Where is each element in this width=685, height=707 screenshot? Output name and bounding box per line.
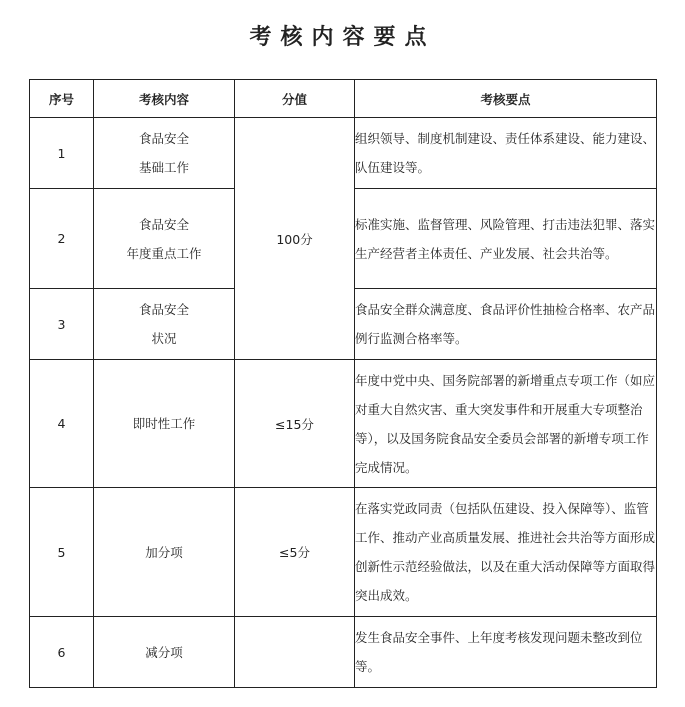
row-score: 100分	[235, 118, 355, 360]
header-score: 分值	[235, 80, 355, 118]
content-line: 减分项	[145, 644, 183, 660]
header-content: 考核内容	[94, 80, 235, 118]
assessment-table	[29, 79, 657, 688]
row-content	[94, 118, 235, 189]
row-content	[94, 289, 235, 360]
row-content	[94, 189, 235, 289]
header-seq: 序号	[30, 80, 94, 118]
content-line: 年度重点工作	[126, 245, 202, 261]
row-points: 组织领导、制度机制建设、责任体系建设、能力建设、队伍建设等。	[355, 118, 657, 189]
row-points: 年度中党中央、国务院部署的新增重点专项工作（如应对重大自然灾害、重大突发事件和开展重大专项整治等），以及国务院食品安全委员会部署的新增专项工作完成情况。	[355, 360, 657, 488]
table-row	[30, 488, 657, 617]
row-points: 食品安全群众满意度、食品评价性抽检合格率、农产品例行监测合格率等。	[355, 289, 657, 360]
row-seq: 4	[30, 360, 94, 488]
content-line: 食品安全	[138, 216, 189, 232]
page-title: 考核内容要点	[249, 24, 436, 50]
table-header-row	[30, 80, 657, 118]
row-content	[94, 488, 235, 617]
row-score: ≤15分	[235, 360, 355, 488]
row-score: ≤5分	[235, 488, 355, 617]
table-row	[30, 118, 657, 189]
row-seq: 2	[30, 189, 94, 289]
content-line: 加分项	[145, 544, 183, 560]
row-seq: 5	[30, 488, 94, 617]
row-content	[94, 360, 235, 488]
row-points: 发生食品安全事件、上年度考核发现问题未整改到位等。	[355, 617, 657, 688]
row-points: 标准实施、监督管理、风险管理、打击违法犯罪、落实生产经营者主体责任、产业发展、社会共治等。	[355, 189, 657, 289]
table-row	[30, 617, 657, 688]
row-score	[235, 617, 355, 688]
content-line: 食品安全	[138, 302, 189, 317]
row-seq: 6	[30, 617, 94, 688]
header-points: 考核要点	[355, 80, 657, 118]
content-line: 食品安全	[138, 131, 189, 146]
content-line: 即时性工作	[132, 416, 196, 431]
row-seq: 3	[30, 289, 94, 360]
table-row	[30, 360, 657, 488]
content-line: 状况	[151, 331, 177, 346]
row-seq: 1	[30, 118, 94, 189]
row-points: 在落实党政同责（包括队伍建设、投入保障等）、监管工作、推动产业高质量发展、推进社会共治等方面形成创新性示范经验做法，以及在重大活动保障等方面取得突出成效。	[355, 488, 657, 617]
row-content	[94, 617, 235, 688]
content-line: 基础工作	[138, 160, 189, 175]
